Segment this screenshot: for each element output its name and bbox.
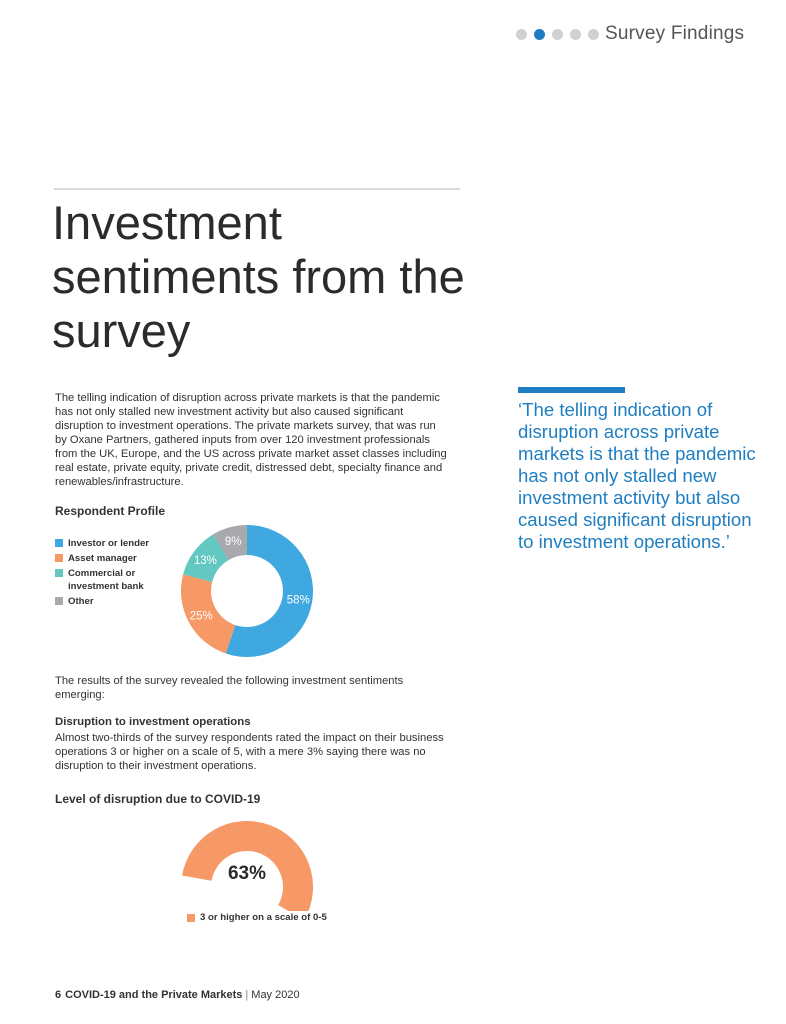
respondent-profile-donut-chart xyxy=(172,519,322,663)
legend-label: Asset manager xyxy=(68,553,137,564)
progress-dot-active xyxy=(534,29,545,40)
legend-label: Commercial or investment bank xyxy=(68,568,144,592)
legend-item-asset-manager xyxy=(55,552,156,565)
publication-name: COVID-19 and the Private Markets xyxy=(65,989,243,1001)
donut-data-label-investor: 58% xyxy=(286,594,310,607)
publication-date: May 2020 xyxy=(251,989,300,1001)
progress-dot xyxy=(570,29,581,40)
legend-item-bank xyxy=(55,567,156,593)
donut-data-label-bank: 13% xyxy=(193,554,217,567)
legend-swatch xyxy=(55,554,63,562)
respondent-profile-title: Respondent Profile xyxy=(55,504,166,518)
legend-item-investor xyxy=(55,537,156,550)
footer-separator: | xyxy=(245,989,249,1001)
page-progress-dots xyxy=(516,29,599,40)
disruption-level-title: Level of disruption due to COVID-19 xyxy=(55,792,261,806)
gauge-legend xyxy=(187,912,327,923)
disruption-heading: Disruption to investment operations xyxy=(55,716,251,728)
disruption-paragraph: Almost two-thirds of the survey respondents rated the impact on their business operations 3 or higher on a scale of 5, with a mere 3% saying there was no disruption to their investment operations. xyxy=(55,732,444,772)
progress-dot xyxy=(552,29,563,40)
disruption-gauge-chart xyxy=(176,815,318,911)
page-title: Investment sentiments from the survey xyxy=(52,196,465,357)
results-intro: The results of the survey revealed the following investment sentiments emerging: xyxy=(55,675,404,701)
quote-accent-bar xyxy=(518,387,625,393)
pull-quote: ‘The telling indication of disruption across private markets is that the pandemic has not only stalled new investment activity but also caused significant disruption to investment operations.’ xyxy=(518,399,756,552)
intro-paragraph: The telling indication of disruption across private markets is that the pandemic has not only stalled new investment activity but also caused significant disruption to investment operations. The private markets survey, that was run by Oxane Partners, gathered inputs from over 120 investment professionals from the UK, Europe, and the US across private market asset classes including real estate, private equity, private credit, distressed debt, specialty finance and renewables/infrastructure. xyxy=(55,392,447,488)
donut-data-label-other: 9% xyxy=(224,535,242,548)
legend-item-other xyxy=(55,595,156,608)
page-number: 6 xyxy=(55,989,62,1001)
donut-data-label-asset-manager: 25% xyxy=(189,610,213,623)
legend-swatch xyxy=(55,569,63,577)
page-footer xyxy=(55,989,300,1001)
progress-dot xyxy=(588,29,599,40)
gauge-value-label: 63% xyxy=(227,863,267,884)
legend-swatch xyxy=(55,539,63,547)
section-name: Survey Findings xyxy=(605,23,745,44)
title-divider xyxy=(54,188,460,190)
legend-swatch xyxy=(187,914,195,922)
progress-dot xyxy=(516,29,527,40)
legend-label: Other xyxy=(68,596,94,607)
legend-swatch xyxy=(55,597,63,605)
respondent-profile-legend xyxy=(55,537,156,610)
gauge-legend-label: 3 or higher on a scale of 0-5 xyxy=(200,912,327,923)
legend-label: Investor or lender xyxy=(68,538,150,549)
